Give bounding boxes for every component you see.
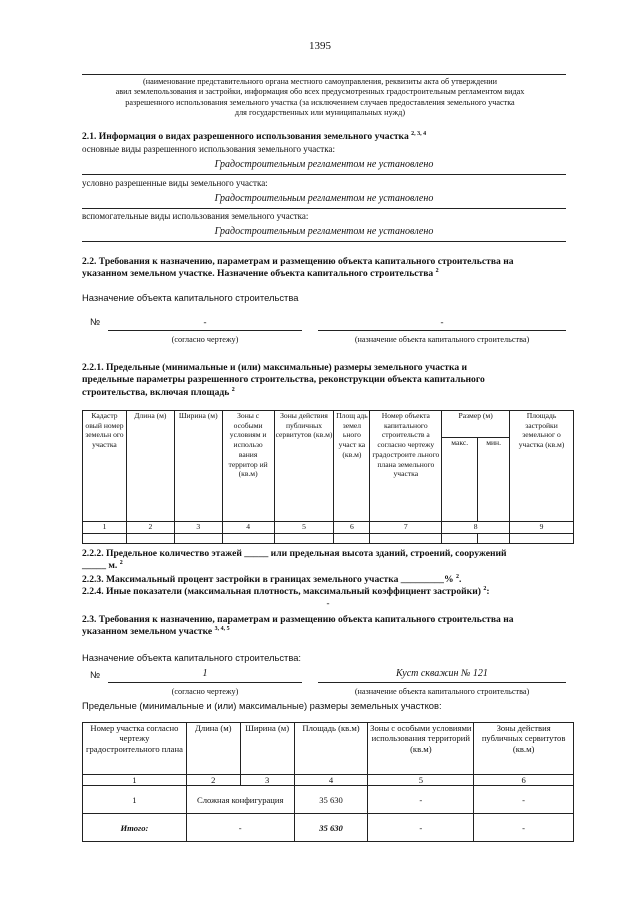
col-index: 7 (370, 522, 442, 534)
col-index: 3 (240, 775, 294, 786)
empty-cell (370, 534, 442, 544)
auxiliary-uses-value: Градостроительным регламентом не установлено (214, 226, 434, 237)
rule (82, 241, 566, 242)
col-size-max: макс. (442, 438, 478, 522)
col-index: 9 (510, 522, 574, 534)
empty-cell (442, 534, 478, 544)
col-index: 8 (442, 522, 510, 534)
purpose-label: Назначение объекта капитального строительства (82, 292, 299, 303)
rule (318, 330, 566, 331)
empty-cell (126, 534, 174, 544)
rule (108, 330, 302, 331)
col-width: Ширина (м) (174, 411, 222, 522)
section-2-2-4: 2.2.4. Иные показатели (максимальная плотность, максимальный коэффициент застройки) $^2$: (82, 586, 490, 598)
plot-sizes-table (82, 722, 574, 842)
total-dimensions: - (186, 814, 294, 842)
empty-cell (174, 534, 222, 544)
cell-public-easements: - (474, 786, 574, 814)
header-line (82, 74, 566, 75)
purpose-label-2: Назначение объекта капитального строительства: (82, 652, 302, 663)
col-index: 1 (83, 775, 187, 786)
section-2-2-2: 2.2.2. Предельное количество этажей _____ или предельная высота зданий, строений, сооружений _____ м. $^2$ (82, 548, 507, 572)
empty-cell (83, 534, 127, 544)
empty-cell (274, 534, 334, 544)
col-index: 4 (294, 775, 368, 786)
object-purpose-value: - (440, 317, 444, 327)
col-special-zones: Зоны с особыми условиями использования территорий (кв.м) (368, 723, 474, 775)
object-number-value: - (203, 317, 207, 327)
total-label: Итого: (83, 814, 187, 842)
col-public-easements: Зоны действия публичных сервитутов (кв.м) (474, 723, 574, 775)
col-index: 3 (174, 522, 222, 534)
main-uses-value: Градостроительным регламентом не установлено (214, 159, 434, 170)
caption-object-purpose: (назначение объекта капитального строительства) (354, 335, 530, 344)
cell-dimensions: Сложная конфигурация (186, 786, 294, 814)
conditional-uses-value: Градостроительным регламентом не установлено (214, 193, 434, 204)
total-special-zones: - (368, 814, 474, 842)
caption-per-drawing-2: (согласно чертежу) (171, 687, 239, 696)
col-plot-area: Площ адь земел ьного участ ка (кв.м) (334, 411, 370, 522)
col-index: 2 (126, 522, 174, 534)
header-caption: (наименование представительного органа местного самоуправления, реквизиты акта об утверждении авил землепользования и застройки, информация обо всех предусмотренных градостроительным регламентом видах разрешенного использования земельного участка (за исключением случаев предоставления земельного участка для государственных или муниципальных нужд) (115, 77, 525, 117)
col-index: 4 (222, 522, 274, 534)
rule (82, 208, 566, 209)
cell-plot-number: 1 (83, 786, 187, 814)
table-row (83, 786, 574, 814)
col-index: 1 (83, 522, 127, 534)
empty-cell (334, 534, 370, 544)
col-width: Ширина (м) (240, 723, 294, 775)
total-area: 35 630 (294, 814, 368, 842)
empty-cell (222, 534, 274, 544)
section-2-1-title: 2.1. Информация о видах разрешенного использования земельного участка $^{2, 3, 4}$ (82, 131, 427, 143)
number-sign: № (90, 316, 101, 327)
col-building-area: Площадь застройки земельног о участка (кв.м) (510, 411, 574, 522)
col-index: 6 (474, 775, 574, 786)
cell-special-zones: - (368, 786, 474, 814)
auxiliary-uses-label: вспомогательные виды использования земельного участка: (82, 211, 309, 221)
rule (108, 682, 302, 683)
col-public-easements: Зоны действия публичных сервитутов (кв.м) (274, 411, 334, 522)
rule (82, 174, 566, 175)
object-purpose-value-2: Куст скважин № 121 (396, 668, 488, 679)
total-public-easements: - (474, 814, 574, 842)
number-sign-2: № (90, 669, 101, 680)
empty-cell (510, 534, 574, 544)
section-2-2-1-title: 2.2.1. Предельные (минимальные и (или) максимальные) размеры земельного участка и предельные параметры разрешенного строительства, реконструкции объекта капитального строительства, включая площадь $^2$ (82, 362, 485, 399)
plot-sizes-label: Предельные (минимальные и (или) максимальные) размеры земельных участков: (82, 700, 442, 711)
conditional-uses-label: условно разрешенные виды земельного участка: (82, 178, 268, 188)
col-cadastral-number: Кадастр овый номер земельн ого участка (83, 411, 127, 522)
col-size-min: мин. (478, 438, 510, 522)
col-length: Длина (м) (186, 723, 240, 775)
total-row (83, 814, 574, 842)
col-special-zones: Зоны с особыми условиям и использо вания территор ий (кв.м) (222, 411, 274, 522)
col-object-number: Номер объекта капитального строительств а согласно чертежу градостроите льного плана земельного участка (370, 411, 442, 522)
col-length: Длина (м) (126, 411, 174, 522)
col-plot-number: Номер участка согласно чертежу градостроительного плана (83, 723, 187, 775)
col-index: 5 (274, 522, 334, 534)
section-2-2-3: 2.2.3. Максимальный процент застройки в границах земельного участка _________% $^2$. (82, 574, 462, 586)
main-uses-label: основные виды разрешенного использования земельного участка: (82, 144, 335, 154)
rule (318, 682, 566, 683)
caption-object-purpose-2: (назначение объекта капитального строительства) (354, 687, 530, 696)
section-2-2-title: 2.2. Требования к назначению, параметрам и размещению объекта капитального строительства на указанном земельном участке. Назначение объекта капитального строительства $^2$ (82, 256, 514, 280)
col-index: 6 (334, 522, 370, 534)
col-size: Размер (м) (442, 411, 510, 438)
object-number-value-2: 1 (202, 668, 208, 679)
empty-cell (478, 534, 510, 544)
col-area: Площадь (кв.м) (294, 723, 368, 775)
col-index: 2 (186, 775, 240, 786)
parameters-table (82, 410, 574, 544)
other-indicators-value: - (326, 598, 330, 608)
caption-per-drawing: (согласно чертежу) (171, 335, 239, 344)
section-2-3-title: 2.3. Требования к назначению, параметрам и размещению объекта капитального строительства на указанном земельном участке $^{3, 4, 5}$ (82, 614, 514, 638)
col-index: 5 (368, 775, 474, 786)
page-number: 1395 (309, 40, 331, 52)
cell-area: 35 630 (294, 786, 368, 814)
